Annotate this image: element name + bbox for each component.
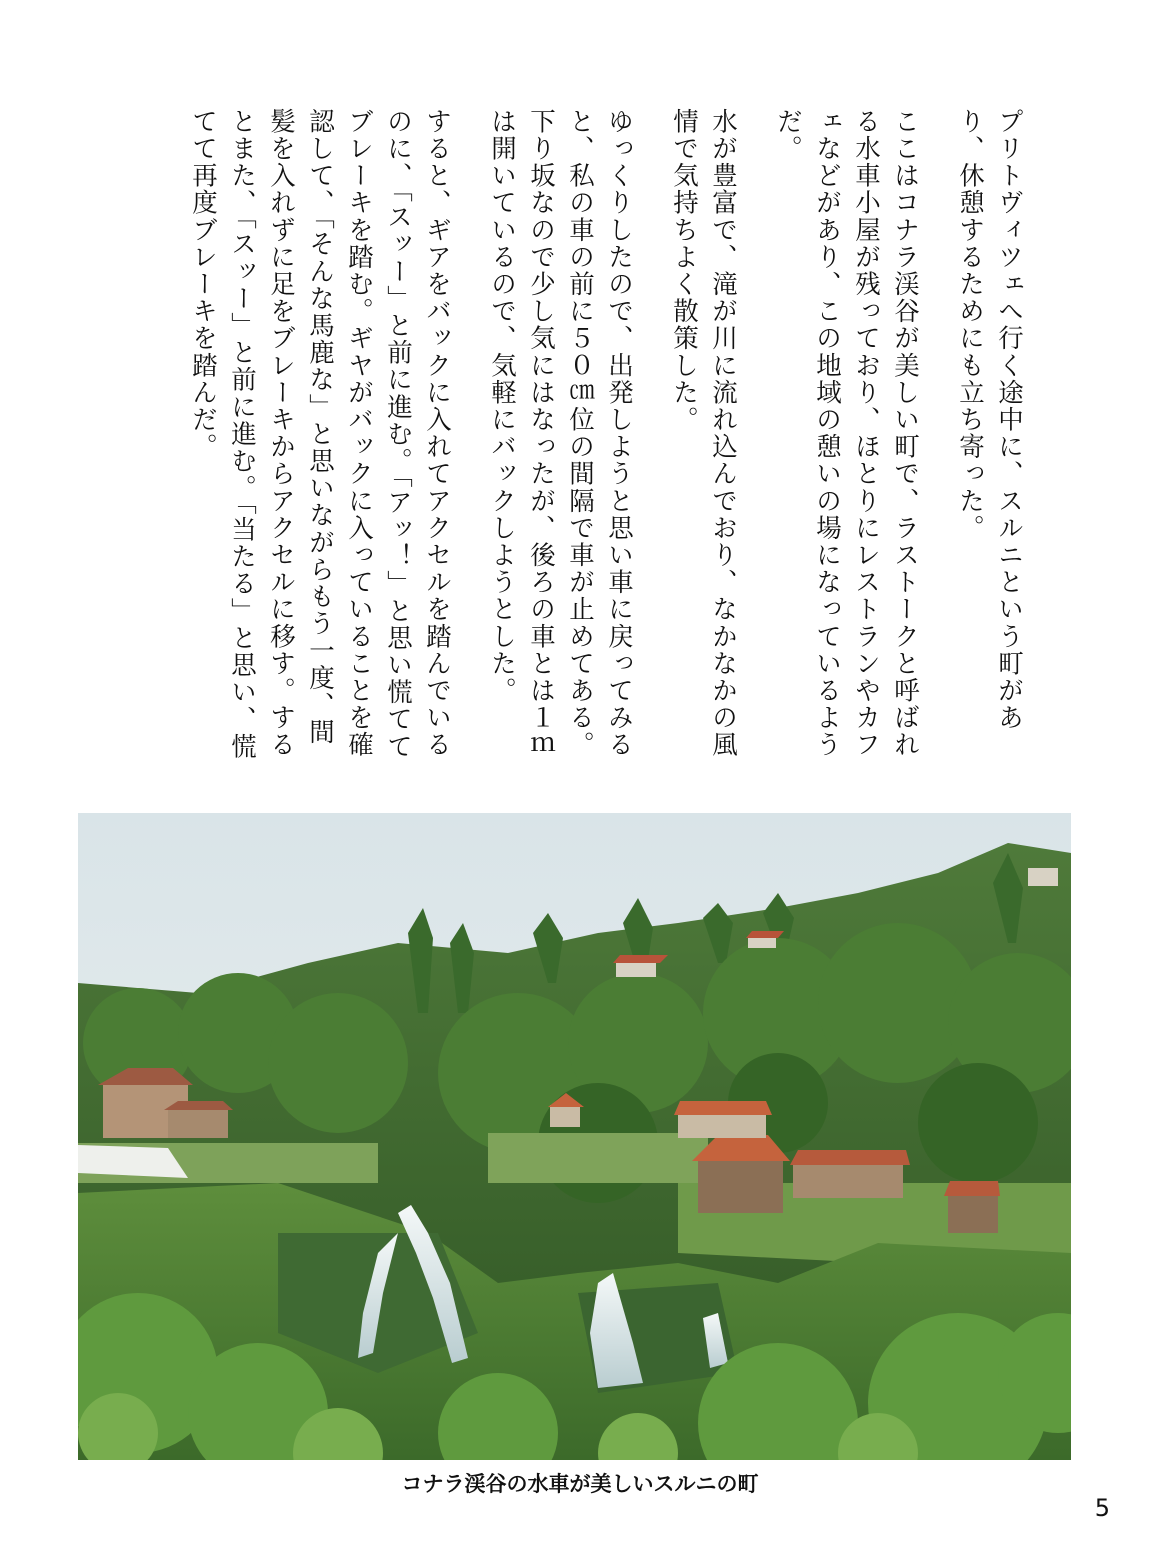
paragraph-1: プリトヴィツェへ行く途中に、スルニという町があり、休憩するためにも立ち寄った。	[955, 108, 1024, 732]
paragraph-5: すると、ギアをバックに入れてアクセルを踏んでいるのに、「スッー」と前に進む。「アッ！」と思い慌ててブレーキを踏む。ギヤがバックに入っていることを確認して、「そんな馬鹿な」と思いながらもう一度、間髪を入れずに足をブレーキからアクセルに移す。するとまた、「スッー」と前に進む。「当たる」と思い、慌てて再度ブレーキを踏んだ。	[188, 108, 452, 760]
page-number: 5	[1094, 1494, 1110, 1522]
article-body	[183, 108, 1028, 768]
paragraph-2: ここはコナラ渓谷が美しい町で、ラストークと呼ばれる水車小屋が残っており、ほとりにレストランやカフェなどがあり、この地域の憩いの場になっているようだ。	[773, 108, 920, 759]
photo-caption: コナラ渓谷の水車が美しいスルニの町	[401, 1472, 759, 1496]
valley-village-photo	[78, 813, 1071, 1460]
paragraph-3: 水が豊富で、滝が川に流れ込んでおり、なかなかの風情で気持ちよく散策した。	[669, 108, 738, 759]
paragraph-4: ゆっくりしたので、出発しようと思い車に戻ってみると、私の車の前に５０㎝位の間隔で車が止めてある。下り坂なので少し気にはなったが、後ろの車とは１ｍは開いているので、気軽にバックしようとした。	[487, 108, 634, 759]
